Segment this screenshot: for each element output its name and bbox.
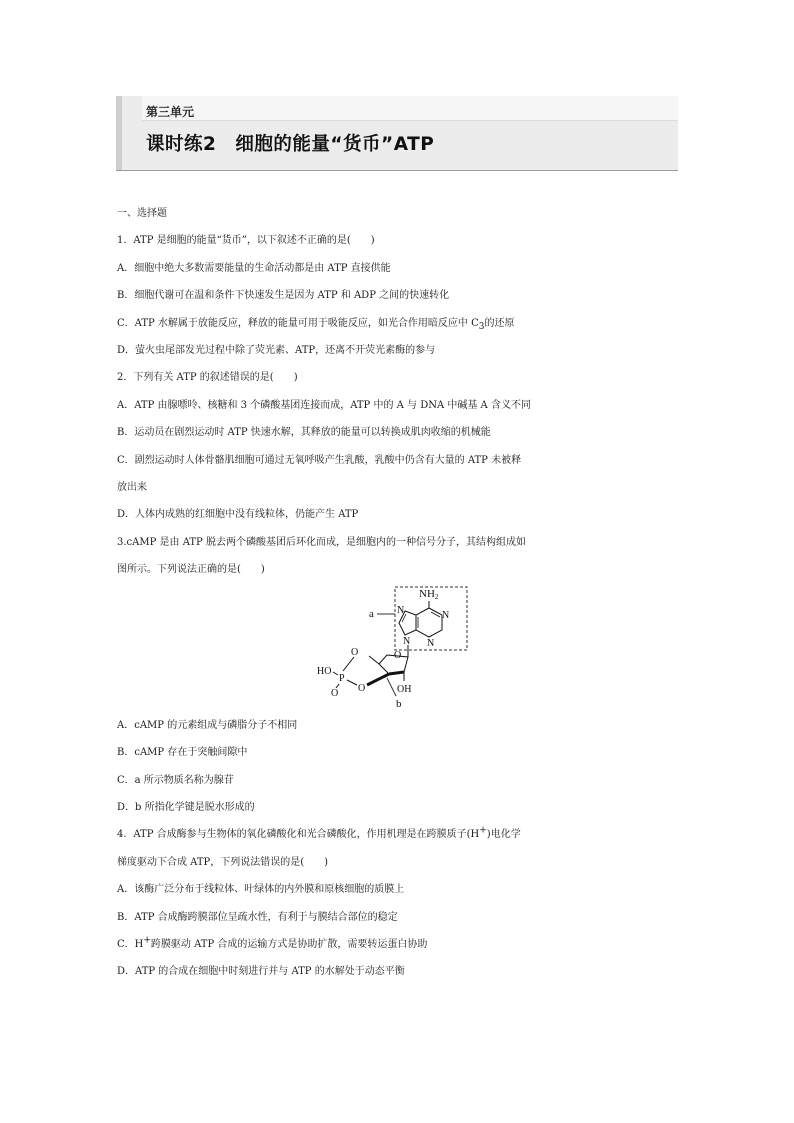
q1-option-b: B．细胞代谢可在温和条件下快速发生是因为 ATP 和 ADP 之间的快速转化 <box>117 290 450 302</box>
q1-option-c-text: C．ATP 水解属于放能反应，释放的能量可用于吸能反应，如光合作用暗反应中 C <box>117 317 479 329</box>
lesson-title: 课时练2 细胞的能量“货币”ATP <box>146 134 435 155</box>
label-b: b <box>396 697 402 710</box>
q4-option-d: D．ATP 的合成在细胞中时刻进行并与 ATP 的水解处于动态平衡 <box>117 966 405 978</box>
oxygen-mid: O <box>358 682 366 694</box>
question-content <box>117 200 687 986</box>
header-accent-bar <box>116 96 122 170</box>
label-b-pointer <box>387 678 396 696</box>
nitrogen-label-4: N <box>403 635 411 647</box>
q1-stem: 1．ATP 是细胞的能量“货币”，以下叙述不正确的是( ) <box>117 235 375 247</box>
camp-structure-diagram <box>317 584 487 712</box>
oxygen-bottom: O <box>331 687 339 699</box>
q3-stem-line1: 3.cAMP 是由 ATP 脱去两个磷酸基团后环化而成，是细胞内的一种信号分子，其结构组成如 <box>117 536 526 548</box>
nh2-subscript: 2 <box>434 592 439 601</box>
q4-option-c <box>117 931 687 958</box>
q4-option-a: A．该酶广泛分布于线粒体、叶绿体的内外膜和原核细胞的质膜上 <box>117 884 405 896</box>
ribose-ring-oxygen: O <box>394 649 402 661</box>
nitrogen-label-1: N <box>442 609 450 621</box>
ch2-bond <box>369 656 379 664</box>
phosphorus-label: P <box>339 672 345 684</box>
phosphate-bond-4 <box>367 674 389 685</box>
q3-option-a: A．cAMP 的元素组成与磷脂分子不相同 <box>117 719 298 731</box>
q2-option-b: B．运动员在剧烈运动时 ATP 快速水解，其释放的能量可以转换成肌肉收缩的机械能 <box>117 427 491 439</box>
nh2-text: NH <box>419 587 435 600</box>
q1-option-a: A．细胞中绝大多数需要能量的生命活动都是由 ATP 直接供能 <box>117 262 391 274</box>
q1-option-c <box>117 310 687 337</box>
q4-option-c-superscript: + <box>143 935 151 946</box>
q4-stem-superscript: + <box>479 825 487 836</box>
q2-stem: 2．下列有关 ATP 的叙述错误的是( ) <box>117 372 298 384</box>
phosphate-bond-2 <box>333 672 338 675</box>
q2-option-c-line1: C．剧烈运动时人体骨骼肌细胞可通过无氧呼吸产生乳酸，乳酸中仍含有大量的 ATP 未被释 <box>117 454 522 466</box>
q2-option-a: A．ATP 由腺嘌呤、核糖和 3 个磷酸基团连接而成，ATP 中的 A 与 DNA 中碱基 A 含义不同 <box>117 399 531 411</box>
q4-stem-text: 4．ATP 合成酶参与生物体的氧化磷酸化和光合磷酸化，作用机理是在跨膜质子(H <box>117 829 480 841</box>
q4-stem-line1 <box>117 821 687 848</box>
phosphate-bond-3 <box>347 680 357 685</box>
unit-strip <box>142 96 678 121</box>
nh2-label <box>419 588 439 601</box>
q1-option-c-subscript: 3 <box>478 321 485 332</box>
q4-stem-tail: )电化学 <box>486 829 521 841</box>
ribose-front-edge <box>389 672 404 674</box>
nitrogen-label-2: N <box>427 637 435 649</box>
hydroxyl-label: OH <box>397 683 412 695</box>
q2-option-c-line2: 放出来 <box>117 482 147 494</box>
purine-six-ring <box>416 608 442 637</box>
q3-option-b: B．cAMP 存在于突触间隙中 <box>117 747 248 759</box>
ho-label: HO <box>317 665 332 677</box>
q4-option-b: B．ATP 合成酶跨膜部位呈疏水性，有利于与膜结合部位的稳定 <box>117 911 398 923</box>
oxygen-top: O <box>351 646 359 658</box>
q4-stem-line2: 梯度驱动下合成 ATP，下列说法错误的是( ) <box>117 856 329 868</box>
q4-option-c-tail: 跨膜驱动 ATP 合成的运输方式是协助扩散，需要转运蛋白协助 <box>150 938 428 950</box>
q1-option-c-tail: 的还原 <box>484 317 515 329</box>
q4-option-c-text: C．H <box>117 938 144 950</box>
q3-option-c: C．a 所示物质名称为腺苷 <box>117 774 234 786</box>
unit-label: 第三单元 <box>146 105 195 119</box>
nitrogen-label-3: N <box>397 604 405 616</box>
phosphate-bond-1 <box>343 657 354 671</box>
section-heading: 一、选择题 <box>117 208 167 219</box>
label-a: a <box>369 607 374 620</box>
q3-option-d: D．b 所指化学键是脱水形成的 <box>117 801 255 813</box>
q3-stem-line2: 图所示。下列说法正确的是( ) <box>117 564 265 576</box>
camp-structure-figure <box>117 584 687 712</box>
q1-option-d: D．萤火虫尾部发光过程中除了荧光素、ATP，还离不开荧光素酶的参与 <box>117 345 436 357</box>
q2-option-d: D．人体内成熟的红细胞中没有线粒体，仍能产生 ATP <box>117 509 359 521</box>
